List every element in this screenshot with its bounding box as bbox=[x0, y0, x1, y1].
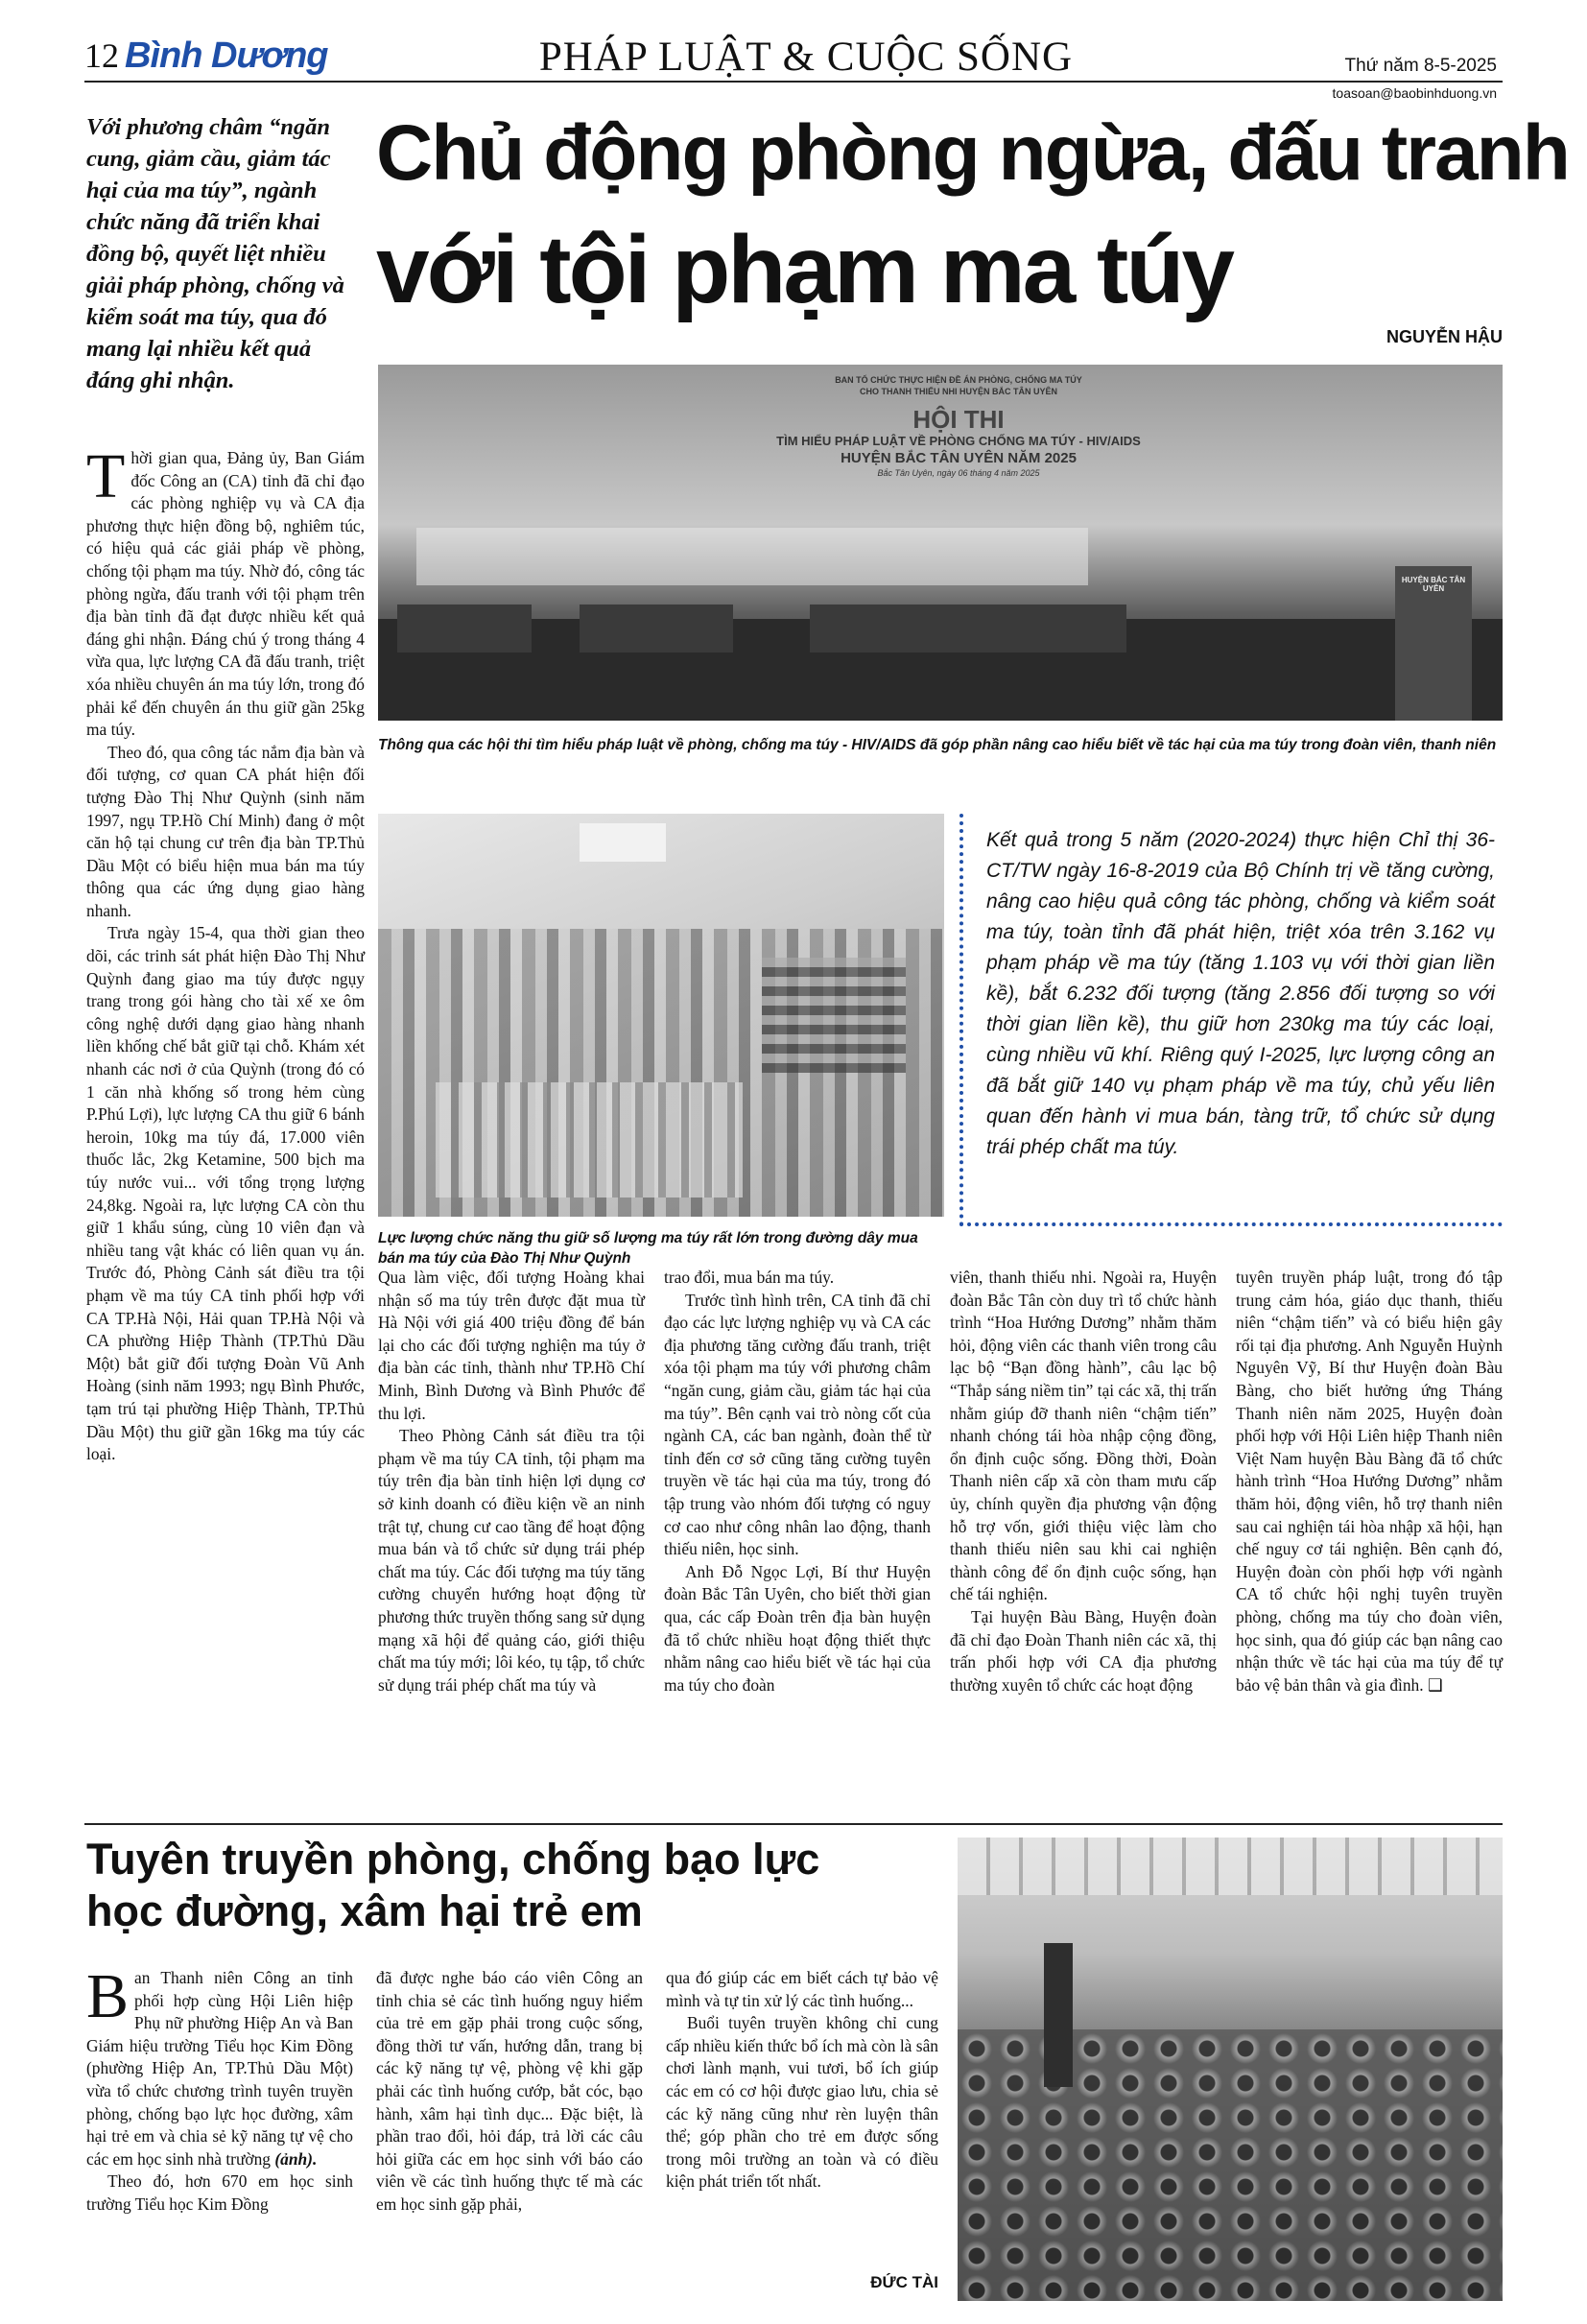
issue-date: Thứ năm 8-5-2025 bbox=[1344, 56, 1497, 76]
podium-sign: HUYỆN BẮC TÂN UYÊN bbox=[1401, 576, 1466, 593]
photo2-caption: Lực lượng chức năng thu giữ số lượng ma túy rất lớn trong đường dây mua bán ma túy của Đào Thị Như Quỳnh bbox=[378, 1230, 918, 1267]
paragraph: Anh Đỗ Ngọc Lợi, Bí thư Huyện đoàn Bắc Tân Uyên, cho biết thời gian qua, các cấp Đoàn trên địa bàn huyện đã tổ chức nhiều hoạt động thiết thực nhằm nâng cao hiểu biết về tác hại của ma túy cho đoàn bbox=[664, 1561, 931, 1695]
paragraph: Buổi tuyên truyền không chỉ cung cấp nhiều kiến thức bổ ích mà còn là sân chơi lành mạnh, vui tươi, bổ ích giúp các em có cơ hội được giao lưu, chia sẻ các kỹ năng cũng như rèn luyện thân thể; góp phần cho trẻ em được sống trong môi trường an toàn và có điều kiện phát triển tốt nhất. bbox=[666, 2013, 938, 2192]
paragraph: an Thanh niên Công an tỉnh phối hợp cùng Hội Liên hiệp Phụ nữ phường Hiệp An và Ban Giám hiệu trường Tiểu học Kim Đồng (phường Hiệp An, TP.Thủ Dầu Một) vừa tổ chức chương trình tuyên truyền phòng, chống bạo lực học đường, xâm hại trẻ em và chia sẻ kỹ năng tự vệ cho các em học sinh nhà trường bbox=[86, 1968, 353, 2169]
banner-organizer-2: CHO THANH THIẾU NHI HUYỆN BẮC TÂN UYÊN bbox=[859, 387, 1057, 396]
banner-district: HUYỆN BẮC TÂN UYÊN NĂM 2025 bbox=[841, 450, 1077, 466]
headline-line-1: Chủ động phòng ngừa, đấu tranh bbox=[376, 109, 1569, 197]
paragraph: Tại huyện Bàu Bàng, Huyện đoàn đã chỉ đạo Đoàn Thanh niên các xã, thị trấn phối hợp với CA địa phương thường xuyên tổ chức các hoạt động bbox=[950, 1606, 1217, 1695]
paragraph: Theo đó, qua công tác nắm địa bàn và đối tượng, cơ quan CA phát hiện đối tượng Đào Thị Như Quỳnh (sinh năm 1997, ngụ TP.Hồ Chí Minh) đang ở một căn hộ tại chung cư trên địa bàn TP.Thủ Dầu Một có biểu hiện mua bán ma túy thông qua các ứng dụng giao hàng nhanh. bbox=[86, 742, 365, 920]
paragraph: Qua làm việc, đối tượng Hoàng khai nhận số ma túy trên được đặt mua từ Hà Nội với giá 400 triệu đồng để bán lại cho các đối tượng nghiện ma túy ở địa bàn các tỉnh, thành như TP.Hồ Chí Minh, Bình Dương và Bình Phước để thu lợi. bbox=[378, 1268, 645, 1423]
headline-line-2: với tội phạm ma túy bbox=[376, 216, 1233, 323]
article2-column-1 bbox=[86, 1961, 353, 2217]
dropcap: T bbox=[86, 441, 126, 511]
contact-email: toasoan@baobinhduong.vn bbox=[1332, 85, 1497, 101]
contest-stage-photo bbox=[378, 365, 1503, 721]
paragraph: hời gian qua, Đảng ủy, Ban Giám đốc Công an (CA) tỉnh đã chỉ đạo các phòng nghiệp vụ và CA địa phương thực hiện đồng bộ, nghiêm túc, có hiệu quả các giải pháp về phòng, chống tội phạm ma túy. Nhờ đó, công tác phòng ngừa, đấu tranh với tội phạm trên địa bàn tỉnh đã đạt được nhiều kết quả đáng ghi nhận. Đáng chú ý trong tháng 4 vừa qua, lực lượng CA đã đấu tranh, triệt xóa nhiều chuyên án ma túy lớn, trong đó phải kể đến chuyên án thu giữ gần 25kg ma túy. bbox=[86, 448, 365, 740]
article-lead: Với phương châm “ngăn cung, giảm cầu, giảm tác hại của ma túy”, ngành chức năng đã triển khai đồng bộ, quyết liệt nhiều giải pháp phòng, chống và kiểm soát ma túy, qua đó mang lại nhiều kết quả đáng ghi nhận. bbox=[86, 114, 344, 393]
article1-column-4 bbox=[950, 1267, 1217, 1696]
end-mark: ❑ bbox=[1427, 1675, 1443, 1696]
article2-headline-line-1: Tuyên truyền phòng, chống bạo lực bbox=[86, 1835, 820, 1884]
paragraph: viên, thanh thiếu nhi. Ngoài ra, Huyện đoàn Bắc Tân còn duy trì tổ chức hành trình “Hoa Hướng Dương” nhằm thăm hỏi, động viên các thanh viên trong câu lạc bộ “Bạn đồng hành”, câu lạc bộ “Thắp sáng niềm tin” tại các xã, thị trấn nhằm giúp đỡ thanh niên “chậm tiến” nhanh chóng tái hòa nhập cộng đồng, ổn định cuộc sống. Đồng thời, Đoàn Thanh niên cấp xã còn tham mưu cấp ủy, chính quyền địa phương vận động hỗ trợ vốn, giới thiệu việc làm cho thanh thiếu niên sau khi cai nghiện thành công để ổn định cuộc sống, hạn chế tái nghiện. bbox=[950, 1268, 1217, 1604]
statistics-box bbox=[959, 814, 1503, 1226]
article1-column-2 bbox=[378, 1267, 645, 1696]
statistics-text: Kết quả trong 5 năm (2020-2024) thực hiện Chỉ thị 36-CT/TW ngày 16-8-2019 của Bộ Chính trị về tăng cường, nâng cao hiệu quả công tác phòng, chống và kiểm soát ma túy, toàn tỉnh đã phát hiện, triệt xóa trên 3.162 vụ phạm pháp về ma túy (tăng 1.103 vụ với thời gian liền kề), bắt 6.232 đối tượng (tăng 2.856 đối tượng so với thời gian liền kề), thu giữ hơn 230kg ma túy các loại, cùng nhiều vũ khí. Riêng quý I-2025, lực lượng công an đã bắt giữ 140 vụ phạm pháp về ma túy, chủ yếu liên quan đến hành vi mua bán, tàng trữ, tổ chức sử dụng trái phép chất ma túy. bbox=[986, 829, 1495, 1158]
photo-reference: (ảnh). bbox=[274, 2148, 318, 2169]
header-rule bbox=[84, 81, 1503, 83]
seized-drugs-photo bbox=[378, 814, 944, 1217]
paragraph: trao đổi, mua bán ma túy. bbox=[664, 1268, 835, 1287]
page-number: 12 bbox=[84, 36, 119, 75]
paragraph: Theo Phòng Cảnh sát điều tra tội phạm về ma túy CA tỉnh, tội phạm ma túy trên địa bàn tỉnh hiện lợi dụng cơ sở kinh doanh có điều kiện về an ninh trật tự, chung cư cao tầng để hoạt động mua bán và tổ chức sử dụng trái phép chất ma túy. Các đối tượng ma túy tăng cường chuyển hướng hoạt động từ phương thức truyền thống sang sử dụng mạng xã hội để quảng cáo, giới thiệu chất ma túy mới; lôi kéo, tụ tập, tổ chức sử dụng trái phép chất ma túy và bbox=[378, 1426, 645, 1695]
article-separator bbox=[84, 1823, 1503, 1825]
paragraph: tuyên truyền pháp luật, trong đó tập trung cảm hóa, giáo dục thanh, thiếu niên “chậm tiến” và có biểu hiện gây rối tại địa phương. Anh Nguyễn Huỳnh Nguyên Vỹ, Bí thư Huyện đoàn Bàu Bàng, cho biết hưởng ứng Tháng Thanh niên năm 2025, Huyện đoàn phối hợp với Hội Liên hiệp Thanh niên Việt Nam huyện Bàu Bàng đã tổ chức hành trình “Hoa Hướng Dương” nhằm thăm hỏi, động viên, hỗ trợ thanh niên sau cai nghiện tái hòa nhập xã hội, hạn chế nguy cơ tái nghiện. Bên cạnh đó, Huyện đoàn còn phối hợp với ngành CA tổ chức hội nghị tuyên truyền phòng, chống ma túy cho đoàn viên, học sinh, qua đó giúp các bạn nâng cao nhận thức về tác hại của ma túy để tự bảo vệ bản thân và gia đình. bbox=[1236, 1268, 1503, 1695]
banner-subtitle: TÌM HIỂU PHÁP LUẬT VỀ PHÒNG CHỐNG MA TÚY - HIV/AIDS bbox=[776, 434, 1141, 448]
article2-column-2 bbox=[376, 1967, 643, 2217]
paragraph: qua đó giúp các em biết cách tự bảo vệ mình và tự tin xử lý các tình huống... bbox=[666, 1968, 938, 2010]
paragraph: Theo đó, hơn 670 em học sinh trường Tiểu học Kim Đồng bbox=[86, 2171, 353, 2214]
newspaper-logo: Bình Dương bbox=[125, 36, 328, 76]
byline: NGUYỄN HẬU bbox=[1386, 327, 1503, 346]
article2-headline-line-2: học đường, xâm hại trẻ em bbox=[86, 1886, 643, 1935]
school-event-photo bbox=[958, 1838, 1503, 2301]
article1-column-5 bbox=[1236, 1267, 1503, 1697]
photo1-caption: Thông qua các hội thi tìm hiểu pháp luật về phòng, chống ma túy - HIV/AIDS đã góp phần nâng cao hiểu biết về tác hại của ma túy trong đoàn viên, thanh niên bbox=[378, 737, 1497, 753]
banner-title: HỘI THI bbox=[912, 405, 1005, 434]
section-title: PHÁP LUẬT & CUỘC SỐNG bbox=[538, 35, 1074, 80]
paragraph: Trước tình hình trên, CA tỉnh đã chỉ đạo các lực lượng nghiệp vụ và CA các địa phương tăng cường đấu tranh, triệt xóa tội phạm ma túy với phương châm “ngăn cung, giảm cầu, giảm tác hại của ma túy”. Bên cạnh vai trò nòng cốt của ngành CA, các ban ngành, đoàn thể từ tỉnh đến cơ sở cũng tăng cường tuyên truyền về tác hại của ma túy, trong đó tập trung vào nhóm đối tượng có nguy cơ cao như công nhân lao động, thanh thiếu niên, học sinh. bbox=[664, 1290, 931, 1559]
paragraph: đã được nghe báo cáo viên Công an tỉnh chia sẻ các tình huống nguy hiểm của trẻ em gặp phải trong cuộc sống, đồng thời tư vấn, hướng dẫn, trang bị các kỹ năng tự vệ, phòng vệ khi gặp phải các tình huống cướp, bắt cóc, bạo hành, xâm hại tình dục... Đặc biệt, là phần trao đổi, hỏi đáp, trả lời các câu hỏi giữa các em học sinh với báo cáo viên về các tình huống thực tế mà các em học sinh gặp phải, bbox=[376, 1968, 643, 2214]
banner-date: Bắc Tân Uyên, ngày 06 tháng 4 năm 2025 bbox=[877, 468, 1040, 478]
article2-byline: ĐỨC TÀI bbox=[870, 2273, 938, 2291]
banner-organizer: BAN TỔ CHỨC THỰC HIỆN ĐỀ ÁN PHÒNG, CHỐNG MA TÚY bbox=[835, 375, 1082, 385]
article1-column-3 bbox=[664, 1267, 931, 1696]
dropcap: B bbox=[86, 1961, 130, 2031]
paragraph: Trưa ngày 15-4, qua thời gian theo dõi, các trinh sát phát hiện Đào Thị Như Quỳnh đang giao ma túy được ngụy trang trong gói hàng cho tài xế xe ôm công nghệ dưới dạng giao hàng nhanh liền khống chế bắt giữ tại chỗ. Khám xét nhanh các nơi ở của Quỳnh (trong đó có 1 căn nhà khống số trong hẻm cùng P.Phú Lợi), lực lượng CA thu giữ 6 bánh heroin, 10kg ma túy đá, 17.000 viên thuốc lắc, 2kg Ketamine, 500 bịch ma túy nước vui... với tổng trọng lượng 24,8kg. Ngoài ra, lực lượng CA còn thu giữ 1 khẩu súng, cùng 10 viên đạn và nhiều tang vật khác có liên quan vụ án. Trước đó, Phòng Cảnh sát điều tra tội phạm về ma túy CA tỉnh phối hợp với CA TP.Hà Nội, Hải quan TP.Hà Nội và CA phường Hiệp Thành (TP.Thủ Dầu Một) bắt giữ đối tượng Đoàn Vũ Anh Hoàng (sinh năm 1993; ngụ Bình Phước, tạm trú tại phường Hiệp Thành, TP.Thủ Dầu Một) thu giữ gần 16kg ma túy các loại. bbox=[86, 923, 365, 1464]
article1-column-1 bbox=[86, 441, 365, 1466]
article2-column-3 bbox=[666, 1967, 938, 2194]
